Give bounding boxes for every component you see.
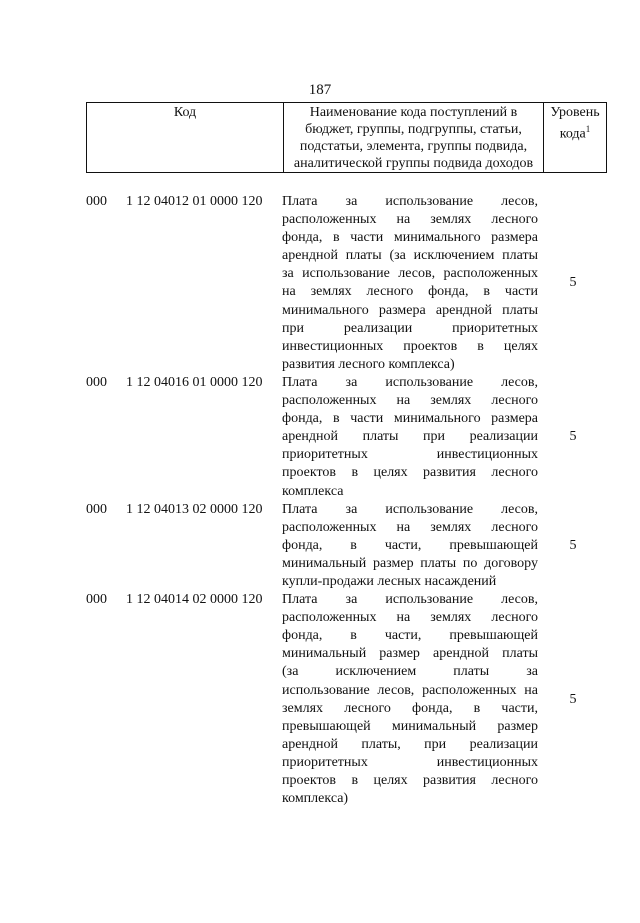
revenue-name: [282, 501, 538, 591]
header-level-line: [546, 121, 604, 143]
revenue-name-line: использование лесов, расположенных на: [282, 682, 538, 698]
revenue-name-line: расположенных на землях лесного: [282, 519, 538, 535]
revenue-name-line: расположенных на землях лесного: [282, 393, 538, 409]
revenue-code: 1 12 04016 01 0000 120: [126, 374, 263, 390]
revenue-name-line: расположенных на землях лесного: [282, 610, 538, 626]
header-name: [284, 103, 544, 173]
revenue-name-line: купли-продажи лесных насаждений: [282, 573, 497, 589]
revenue-name-line: при реализации приоритетных: [282, 320, 538, 336]
admin-code: 000: [86, 374, 107, 390]
revenue-name-line: Плата за использование лесов,: [282, 374, 538, 390]
revenue-name-line: арендной платы (за исключением платы: [282, 248, 538, 264]
header-name-line: бюджет, группы, подгруппы, статьи,: [305, 122, 522, 137]
revenue-name: [282, 193, 538, 374]
revenue-name-line: проектов в целях развития лесного: [282, 773, 538, 788]
revenue-name-line: инвестиционных проектов в целях: [282, 338, 538, 354]
header-level-word: кода: [559, 126, 586, 142]
revenue-name-line: минимальный размер платы по договору: [282, 555, 538, 571]
footnote-marker: 1: [585, 124, 591, 134]
table-row: [86, 374, 640, 501]
revenue-name-line: арендной платы при реализации: [282, 429, 538, 445]
table-row: [86, 501, 640, 591]
header-code: Код: [87, 103, 284, 173]
revenue-name-line: Плата за использование лесов,: [282, 592, 538, 608]
table-body: [86, 193, 640, 808]
revenue-name-line: комплекса: [282, 483, 344, 499]
revenue-name-line: приоритетных инвестиционных: [282, 447, 538, 463]
revenue-name-line: Плата за использование лесов,: [282, 501, 538, 517]
revenue-name-line: минимальный размер арендной платы: [282, 646, 538, 662]
revenue-name-line: превышающей минимальный размер: [282, 718, 538, 734]
revenue-code: 1 12 04014 02 0000 120: [126, 592, 263, 608]
header-level: [544, 103, 607, 173]
revenue-name-line: за использование лесов, расположенных: [282, 266, 538, 282]
revenue-name-line: фонда, в части минимального размера: [282, 230, 538, 246]
code-level: 5: [569, 537, 577, 553]
revenue-name-line: землях лесного фонда, в части,: [282, 700, 538, 716]
code-level: 5: [569, 275, 577, 291]
page-number: 187: [308, 82, 332, 98]
table-row: [86, 591, 640, 808]
revenue-name-line: комплекса): [282, 791, 349, 807]
revenue-name-line: арендной платы, при реализации: [282, 736, 538, 752]
revenue-name: [282, 374, 538, 501]
revenue-name-line: минимального размера арендной платы: [282, 302, 538, 318]
revenue-name-line: фонда, в части, превышающей: [282, 628, 538, 644]
header-name-line: Наименование кода поступлений в: [309, 105, 518, 120]
header-name-line: подстатьи, элемента, группы подвида,: [299, 139, 528, 154]
revenue-name-line: фонда, в части, превышающей: [282, 537, 538, 553]
admin-code: 000: [86, 592, 107, 608]
revenue-name-line: расположенных на землях лесного: [282, 212, 538, 228]
revenue-code: 1 12 04013 02 0000 120: [126, 501, 263, 517]
revenue-name-line: (за исключением платы за: [282, 664, 538, 680]
revenue-name: [282, 591, 538, 808]
admin-code: 000: [86, 501, 107, 517]
revenue-name-line: на землях лесного фонда, в части: [282, 284, 538, 300]
revenue-name-line: проектов в целях развития лесного: [282, 465, 538, 481]
revenue-name-line: Плата за использование лесов,: [282, 194, 538, 209]
revenue-name-line: приоритетных инвестиционных: [282, 754, 538, 770]
code-level: 5: [569, 429, 577, 445]
header-level-line: Уровень: [550, 105, 600, 120]
code-level: 5: [569, 691, 577, 707]
admin-code: 000: [86, 194, 107, 209]
revenue-name-line: фонда, в части минимального размера: [282, 411, 538, 427]
header-name-line: аналитической группы подвида доходов: [293, 156, 534, 171]
table-header: [86, 102, 607, 173]
revenue-code: 1 12 04012 01 0000 120: [126, 194, 263, 209]
table-row: [86, 193, 640, 374]
revenue-name-line: развития лесного комплекса): [282, 356, 455, 372]
